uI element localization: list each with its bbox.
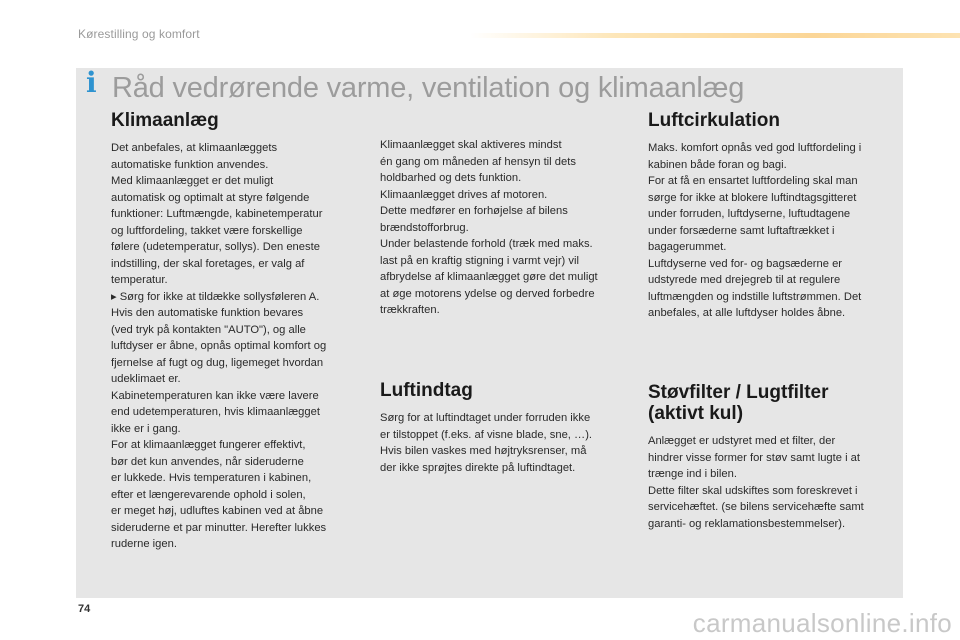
header-divider [470,33,960,38]
text-stovfilter: Anlægget er udstyret med et filter, der hindrer visse former for støv samt lugte i at trænge ind i bilen. Dette filter skal udskiftes som foreskrevet i servicehæftet. (se bilens servicehæfte samt garanti- og reklamationsbestemmelser). [648,435,864,530]
info-icon: i [86,66,97,99]
text-luftcirkulation: Maks. komfort opnås ved god luftfordeling i kabinen både foran og bagi. For at få en ensartet luftfordeling skal man sørge for ikke at blokere luftindtagsgitteret under forruden, luftdyserne, luftudtagene under forsæderne samt luftaftrækket i bagagerummet. Luftdyserne ved for- og bagsæderne er udstyrede med drejegreb til at regulere luftmængden og indstille luftstrømmen. Det anbefales, at alle luftdyser holdes åbne. [648,142,862,319]
section-luftindtag [380,380,630,476]
section-header: Kørestilling og komfort [78,27,200,41]
section-klimaanlaeg-cont [380,137,630,319]
heading-stovfilter: Støvfilter / Lugtfilter (aktivt kul) [648,382,829,424]
watermark: carmanualsonline.info [692,608,952,638]
text-luftindtag: Sørg for at luftindtaget under forruden ikke er tilstoppet (f.eks. af visne blade, sne, …). Hvis bilen vaskes med højtryksrenser, må der ikke sprøjtes direkte på luftindtaget. [380,412,593,474]
heading-luftindtag: Luftindtag [380,380,473,401]
page-number: 74 [78,603,91,615]
section-stovfilter [648,382,898,532]
heading-klimaanlaeg: Klimaanlæg [111,110,219,131]
page-title: Råd vedrørende varme, ventilation og klimaanlæg [112,72,745,104]
section-luftcirkulation [648,110,898,322]
heading-luftcirkulation: Luftcirkulation [648,110,780,131]
text-klimaanlaeg-cont: Klimaanlægget skal aktiveres mindst én gang om måneden af hensyn til dets holdbarhed og dets funktion. Klimaanlægget drives af motoren. Dette medfører en forhøjelse af bilens brændstofforbrug. Under belastende forhold (træk med maks. last på en kraftig stigning i varmt vejr) vil afbrydelse af klimaanlægget gøre det muligt at øge motorens ydelse og derved forbedre trækkraften. [380,139,598,316]
text-klimaanlaeg: Det anbefales, at klimaanlæggets automatiske funktion anvendes. Med klimaanlægget er det muligt automatisk og optimalt at styre følgende funktioner: Luftmængde, kabinetemperatur og luftfordeling, takket være forskellige følere (udetemperatur, sollys). Den eneste indstilling, der skal foretages, er valg af temperatur. ▸ Sørg for ikke at tildække sollysføleren A. Hvis den automatiske funktion bevares (ved tryk på kontakten "AUTO"), og alle luftdyser er åbne, opnås optimal komfort og fjernelse af fugt og dug, ligemeget hvordan udeklimaet er. Kabinetemperaturen kan ikke være lavere end udetemperaturen, hvis klimaanlægget ikke er i gang. For at klimaanlægget fungerer effektivt, bør det kun anvendes, når sideruderne er lukkede. Hvis temperaturen i kabinen, efter et længerevarende ophold i solen, er meget høj, udluftes kabinen ved at åbne sideruderne et par minutter. Herefter lukkes ruderne igen. [111,142,327,550]
section-klimaanlaeg [111,110,366,553]
